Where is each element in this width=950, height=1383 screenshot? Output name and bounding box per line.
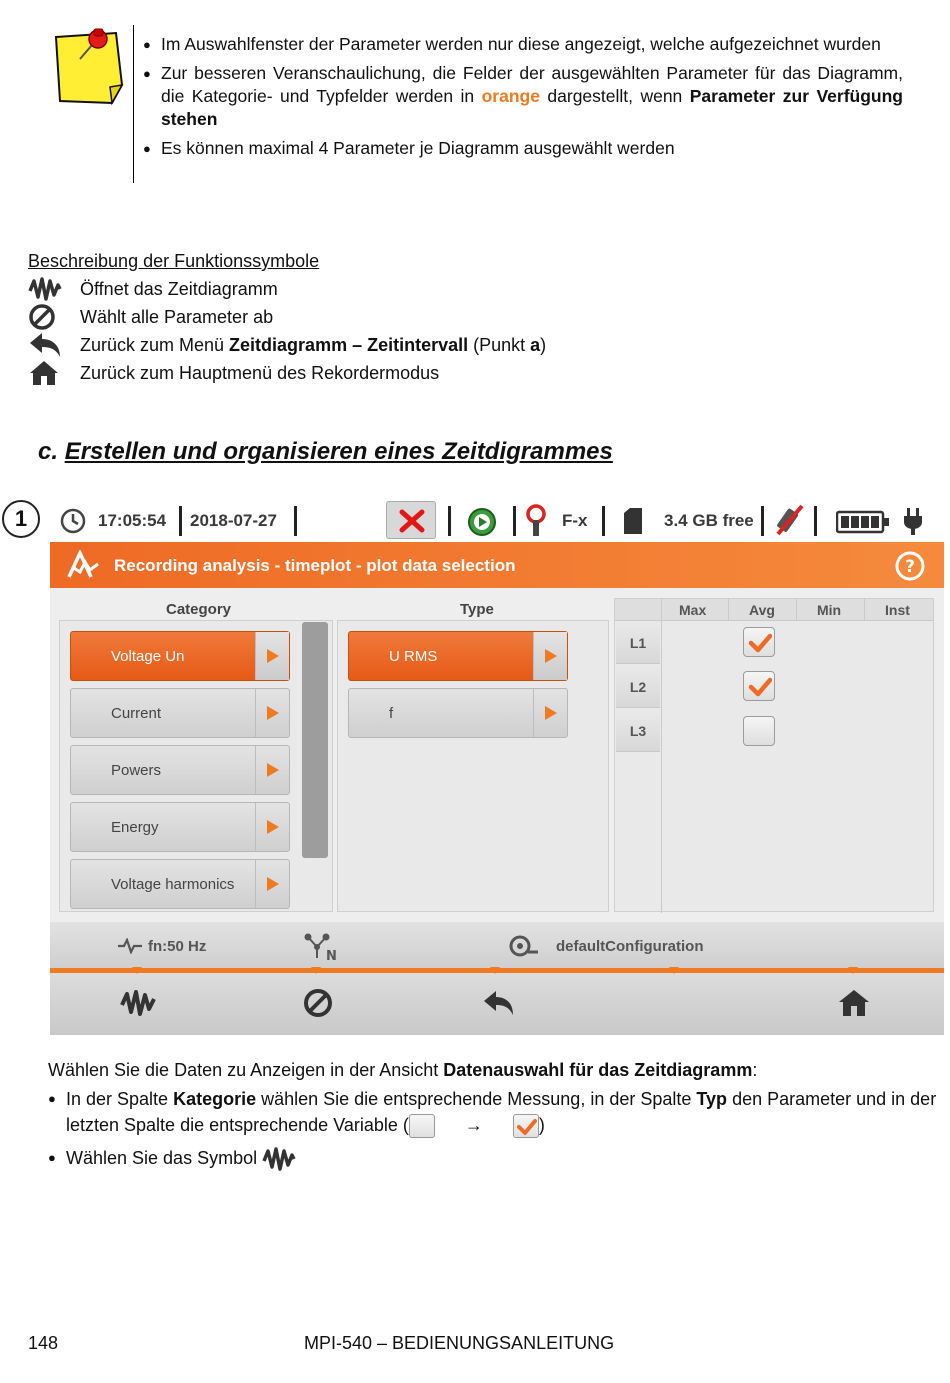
grid-divider bbox=[661, 599, 662, 913]
recording-analysis-icon bbox=[66, 550, 100, 580]
type-header: Type bbox=[460, 601, 494, 618]
status-separator bbox=[761, 506, 764, 536]
note-list bbox=[143, 33, 903, 166]
network-n-icon bbox=[304, 932, 340, 962]
step-number: 1 bbox=[2, 500, 40, 538]
waveform-icon bbox=[28, 275, 62, 303]
deselect-all-button[interactable] bbox=[300, 987, 336, 1019]
battery-icon bbox=[836, 510, 890, 534]
checkbox-l3-avg[interactable] bbox=[743, 716, 775, 746]
tick-marker-icon bbox=[490, 967, 500, 975]
row-l2: L2 bbox=[616, 666, 660, 708]
checkbox-l1-avg[interactable] bbox=[743, 627, 775, 657]
svg-text:N: N bbox=[326, 949, 337, 962]
category-energy-button[interactable]: Energy bbox=[70, 802, 290, 852]
col-inst: Inst bbox=[885, 602, 910, 618]
arrow-right-icon: → bbox=[464, 1115, 483, 1135]
stop-button[interactable] bbox=[386, 501, 436, 539]
category-current-button[interactable]: Current bbox=[70, 688, 290, 738]
clamp-icon bbox=[524, 504, 548, 538]
symbol-row-timeplot: Öffnet das Zeitdiagramm bbox=[28, 277, 728, 305]
symbol-row-back: Zurück zum Menü Zeitdiagramm – Zeitintervall (Punkt a) bbox=[28, 333, 728, 361]
symbols-title: Beschreibung der Funktionssymbole bbox=[28, 251, 320, 271]
symbol-row-deselect: Wählt alle Parameter ab bbox=[28, 305, 728, 333]
note-item: ● Zur besseren Veranschaulichung, die Felder der ausgewählten Parameter für das Diagramm, die Kategorie- und Typfelder werden in orange dargestellt, wenn Parameter zur Verfügung stehen bbox=[143, 62, 903, 131]
category-voltage-button[interactable]: Voltage Un bbox=[70, 631, 290, 681]
arrow-right-icon bbox=[255, 803, 289, 851]
function-toolbar bbox=[50, 973, 944, 1035]
sticky-note-pin-icon bbox=[50, 25, 130, 107]
status-separator bbox=[448, 506, 451, 536]
category-voltage-harmonics-button[interactable]: Voltage harmonics bbox=[70, 859, 290, 909]
instruction-bullet: ● In der Spalte Kategorie wählen Sie die entsprechende Messung, in der Spalte Typ den Parameter und in der letzten Spalte die entsprechende Variable ( → ) bbox=[48, 1086, 944, 1138]
arrow-right-icon bbox=[533, 632, 567, 680]
checkbox-l2-avg[interactable] bbox=[743, 671, 775, 701]
sine-icon bbox=[118, 938, 142, 954]
status-storage: 3.4 GB free bbox=[664, 511, 754, 530]
app-title: Recording analysis - timeplot - plot data selection bbox=[114, 556, 516, 575]
checkmark-icon bbox=[748, 676, 772, 698]
configuration-icon bbox=[508, 934, 540, 960]
configuration-label: defaultConfiguration bbox=[556, 938, 704, 955]
arrow-right-icon bbox=[255, 632, 289, 680]
grid-divider bbox=[796, 599, 797, 621]
type-f-button[interactable]: f bbox=[348, 688, 568, 738]
status-date: 2018-07-27 bbox=[190, 511, 277, 530]
checked-checkbox-icon bbox=[513, 1114, 539, 1138]
note-divider bbox=[133, 25, 134, 183]
instruction-paragraph: Wählen Sie die Daten zu Anzeigen in der Ansicht Datenauswahl für das Zeitdiagramm: bbox=[48, 1060, 758, 1080]
category-panel bbox=[59, 620, 333, 912]
tick-marker-icon bbox=[669, 967, 679, 975]
manual-title: MPI-540 – BEDIENUNGSANLEITUNG bbox=[304, 1333, 615, 1353]
home-icon bbox=[28, 359, 62, 387]
record-play-icon bbox=[466, 507, 498, 537]
power-plug-icon bbox=[902, 506, 924, 536]
status-separator bbox=[513, 506, 516, 536]
col-max: Max bbox=[679, 602, 707, 618]
red-x-icon bbox=[399, 509, 425, 533]
tick-marker-icon bbox=[132, 967, 142, 975]
category-scrollbar[interactable] bbox=[302, 622, 328, 858]
col-min: Min bbox=[817, 602, 842, 618]
tick-marker-icon bbox=[848, 967, 858, 975]
selection-area bbox=[50, 588, 944, 922]
status-bar bbox=[50, 498, 944, 542]
category-powers-button[interactable]: Powers bbox=[70, 745, 290, 795]
status-separator bbox=[179, 506, 182, 536]
checkmark-icon bbox=[748, 632, 772, 654]
arrow-right-icon bbox=[255, 746, 289, 794]
deselect-icon bbox=[28, 303, 62, 331]
grid-divider bbox=[864, 599, 865, 621]
status-separator bbox=[814, 506, 817, 536]
status-time: 17:05:54 bbox=[98, 511, 167, 530]
col-avg: Avg bbox=[749, 602, 775, 618]
type-panel bbox=[337, 620, 609, 912]
back-arrow-icon bbox=[28, 331, 62, 359]
back-button[interactable] bbox=[480, 987, 516, 1019]
row-l3: L3 bbox=[616, 710, 660, 752]
frequency-label: fn:50 Hz bbox=[148, 938, 207, 955]
category-header: Category bbox=[166, 601, 232, 618]
status-separator bbox=[602, 506, 605, 536]
page-number: 148 bbox=[28, 1333, 59, 1353]
variable-grid bbox=[614, 598, 934, 912]
note-item: ● Es können maximal 4 Parameter je Diagramm ausgewählt werden bbox=[143, 137, 903, 160]
arrow-right-icon bbox=[533, 689, 567, 737]
type-urms-button[interactable]: U RMS bbox=[348, 631, 568, 681]
orange-highlight: orange bbox=[481, 86, 540, 106]
arrow-right-icon bbox=[255, 689, 289, 737]
row-l1: L1 bbox=[616, 622, 660, 664]
grid-divider bbox=[728, 599, 729, 621]
timeplot-button[interactable] bbox=[120, 987, 156, 1019]
status-separator bbox=[294, 506, 297, 536]
empty-checkbox-icon bbox=[409, 1114, 435, 1138]
info-bar bbox=[50, 922, 944, 972]
sd-card-icon bbox=[622, 507, 644, 535]
clock-icon bbox=[60, 508, 86, 534]
instruction-bullet: ● Wählen Sie das Symbol bbox=[48, 1145, 944, 1173]
home-button[interactable] bbox=[836, 987, 872, 1019]
note-item: ● Im Auswahlfenster der Parameter werden nur diese angezeigt, welche aufgezeichnet wurden bbox=[143, 33, 903, 56]
waveform-icon bbox=[262, 1145, 296, 1173]
grid-header-row bbox=[615, 599, 933, 621]
usb-disabled-icon bbox=[772, 502, 806, 538]
symbol-row-home: Zurück zum Hauptmenü des Rekordermodus bbox=[28, 361, 728, 389]
svg-text:?: ? bbox=[905, 557, 915, 577]
status-fx: F-x bbox=[562, 511, 588, 530]
tick-marker-icon bbox=[311, 967, 321, 975]
note-block bbox=[50, 25, 910, 185]
section-heading: c. Erstellen und organisieren eines Zeitdigrammes bbox=[38, 438, 613, 465]
arrow-right-icon bbox=[255, 860, 289, 908]
app-title-bar bbox=[50, 542, 944, 588]
help-icon[interactable] bbox=[894, 550, 926, 582]
